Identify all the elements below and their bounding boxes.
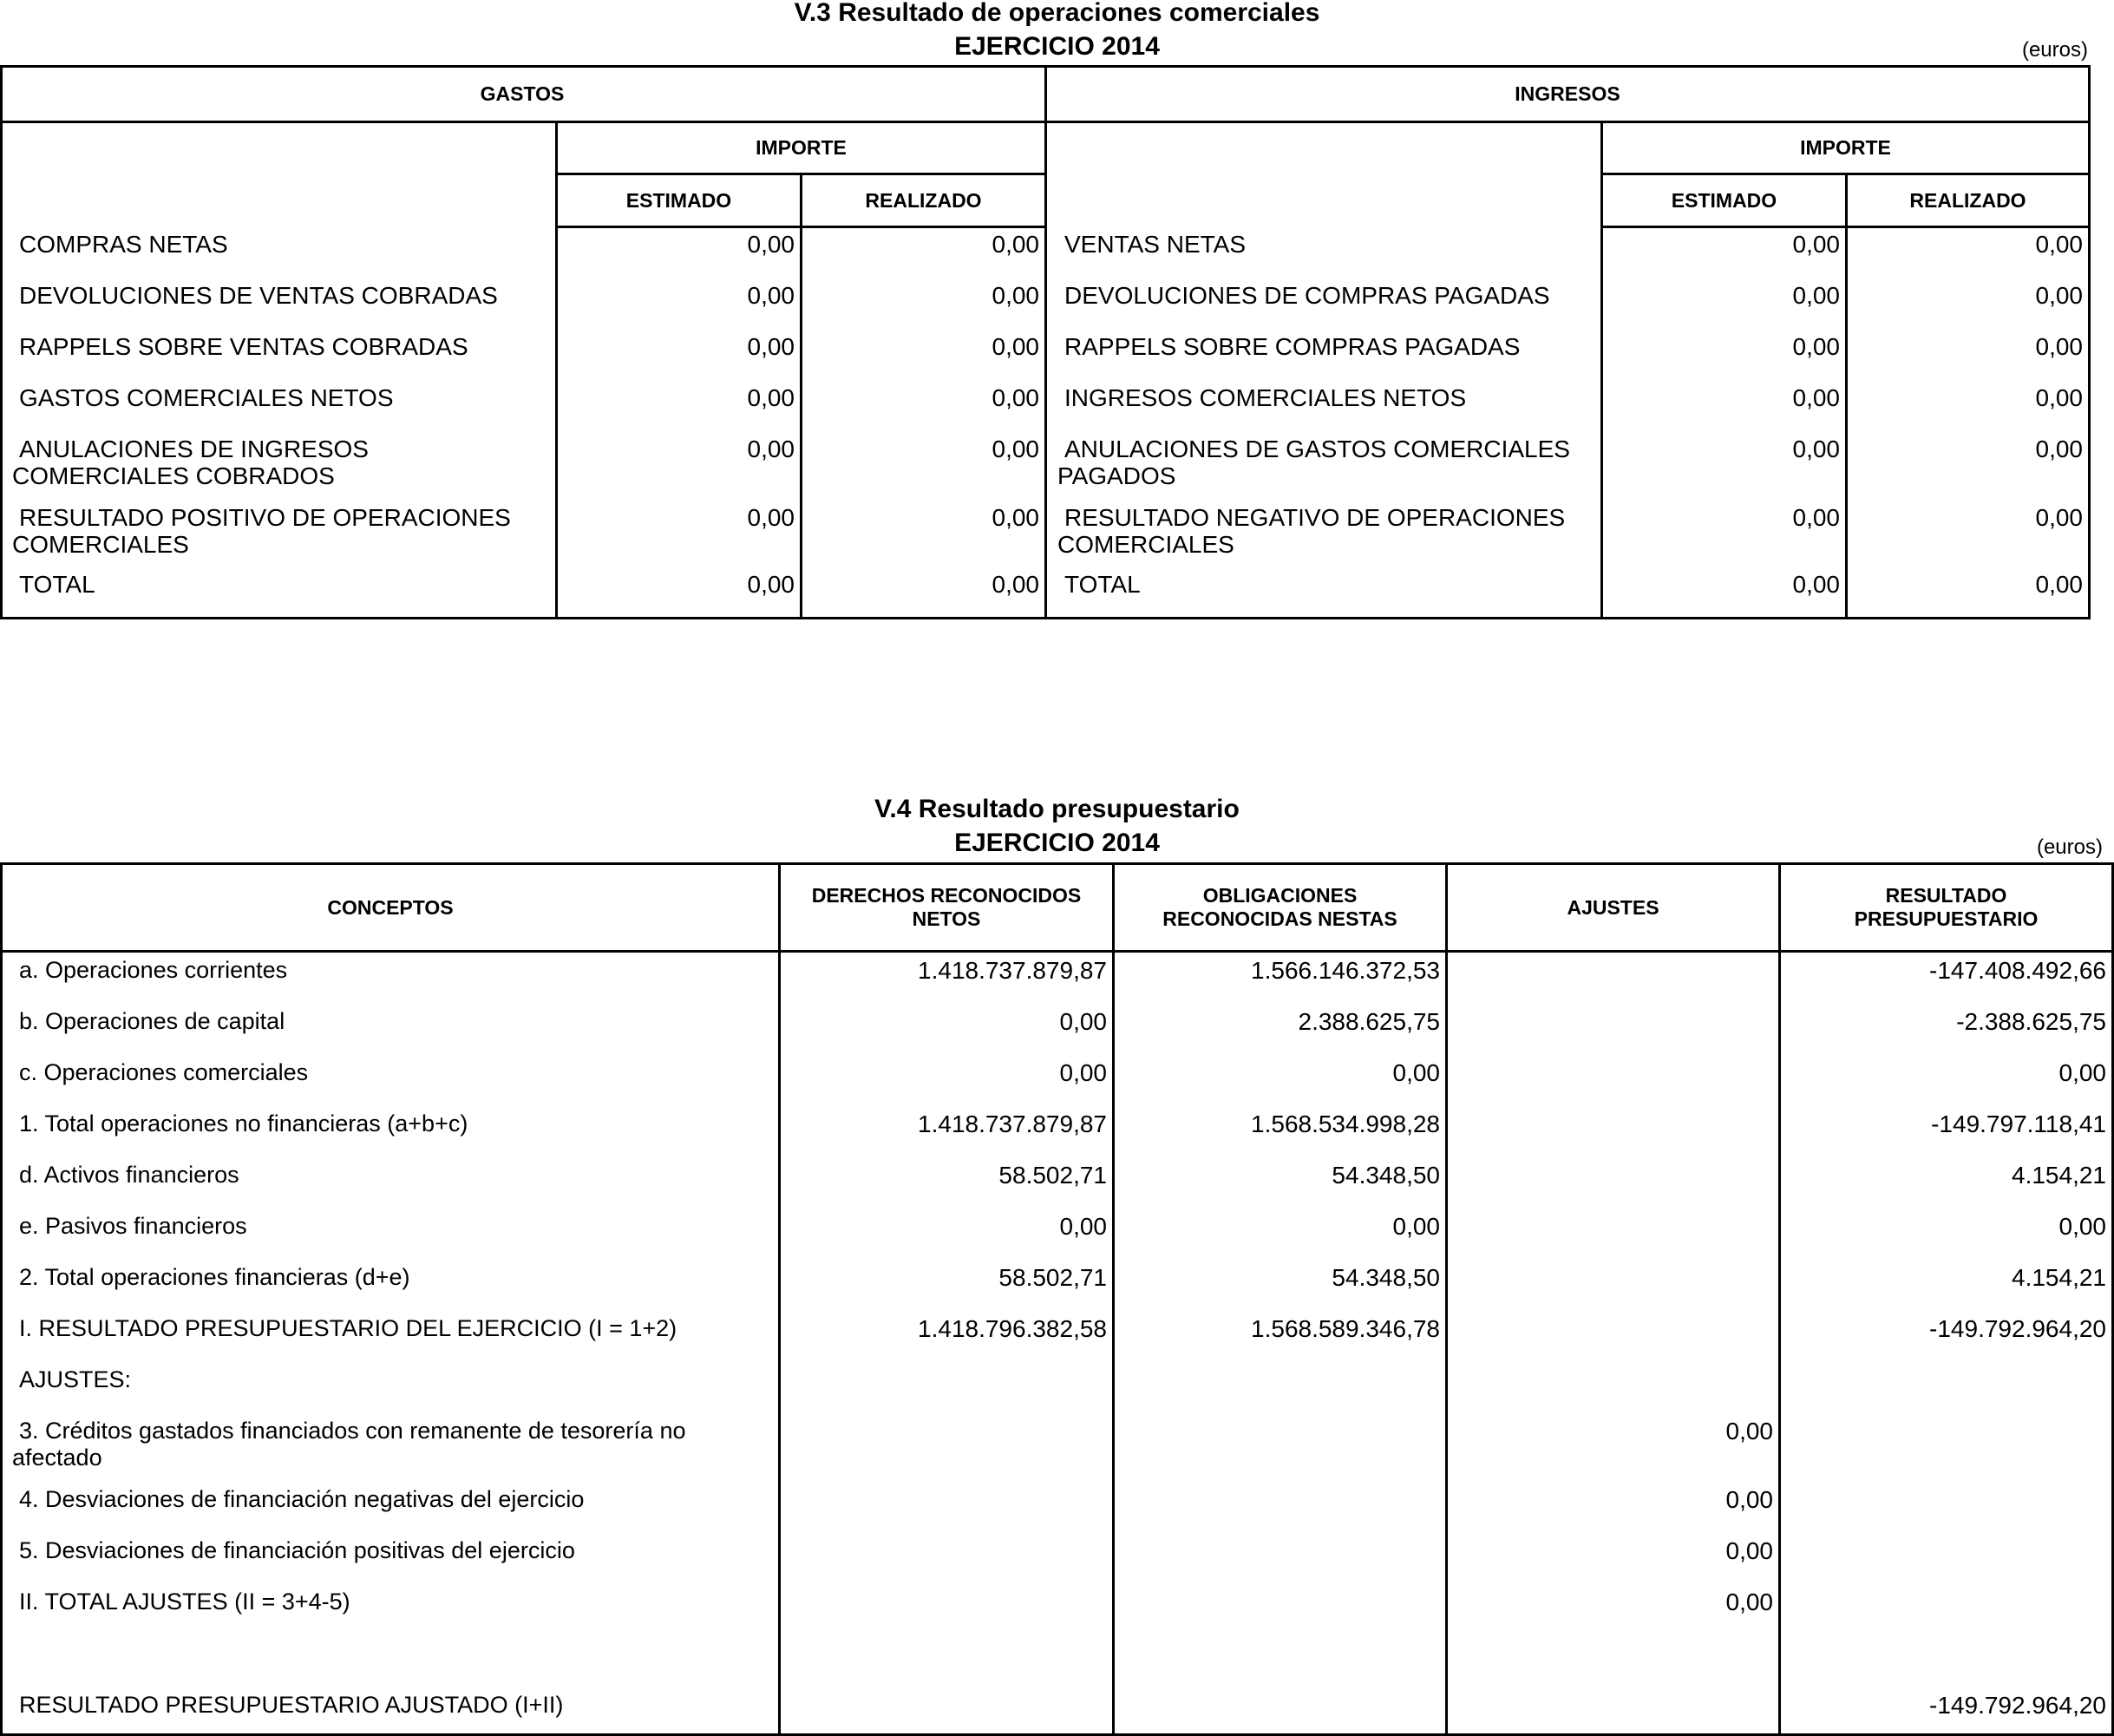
ingresos-importe-header: IMPORTE (1800, 136, 1891, 159)
concepto-label: c. Operaciones comerciales (19, 1059, 309, 1085)
concepto-label: 1. Total operaciones no financieras (a+b+c) (19, 1110, 468, 1137)
resultado-value: 4.154,21 (2012, 1264, 2106, 1291)
ingreso-label: TOTAL (1064, 571, 1141, 598)
obligaciones-value: 1.566.146.372,53 (1251, 957, 1440, 984)
ajustes-value: 0,00 (1725, 1537, 1773, 1564)
gasto-label: ANULACIONES DE INGRESOS COMERCIALES COBRADOS (12, 436, 369, 489)
ajustes-header: AJUSTES (1567, 895, 1659, 919)
derechos-value: 0,00 (1059, 1213, 1107, 1240)
gasto-estimado-value: 0,00 (747, 333, 795, 360)
ingreso-estimado-value: 0,00 (1792, 231, 1840, 258)
gasto-realizado-value: 0,00 (992, 571, 1039, 598)
ingreso-realizado-value: 0,00 (2035, 436, 2083, 462)
gasto-label: RAPPELS SOBRE VENTAS COBRADAS (19, 333, 468, 360)
concepto-label: I. RESULTADO PRESUPUESTARIO DEL EJERCICIO (I = 1+2) (19, 1315, 677, 1341)
gasto-realizado-value: 0,00 (992, 333, 1039, 360)
derechos-value: 1.418.796.382,58 (918, 1315, 1107, 1342)
ingreso-label: DEVOLUCIONES DE COMPRAS PAGADAS (1064, 282, 1550, 309)
gasto-label: TOTAL (19, 571, 95, 598)
ingresos-header: INGRESOS (1515, 82, 1620, 105)
gastos-header: GASTOS (480, 82, 565, 105)
derechos-value: 58.502,71 (998, 1264, 1107, 1291)
gasto-estimado-value: 0,00 (747, 384, 795, 411)
conceptos-header: CONCEPTOS (327, 895, 454, 919)
concepto-label: d. Activos financieros (19, 1162, 239, 1188)
ingreso-realizado-value: 0,00 (2035, 504, 2083, 531)
resultado-value: -147.408.492,66 (1929, 957, 2106, 984)
ingreso-estimado-value: 0,00 (1792, 282, 1840, 309)
resultado-value: 4.154,21 (2012, 1162, 2106, 1189)
concepto-label: b. Operaciones de capital (19, 1008, 285, 1034)
gasto-estimado-value: 0,00 (747, 436, 795, 462)
derechos-value: 1.418.737.879,87 (918, 957, 1107, 984)
resultado-value: -2.388.625,75 (1956, 1008, 2106, 1035)
concepto-label: a. Operaciones corrientes (19, 957, 288, 983)
gastos-estimado-header: ESTIMADO (625, 188, 732, 212)
resultado-value: 0,00 (2058, 1059, 2106, 1086)
concepto-label: e. Pasivos financieros (19, 1213, 247, 1239)
derechos-value: 1.418.737.879,87 (918, 1110, 1107, 1137)
v4-title: V.4 Resultado presupuestario (874, 795, 1240, 823)
obligaciones-header: OBLIGACIONES RECONOCIDAS NESTAS (1162, 884, 1397, 930)
gasto-label: COMPRAS NETAS (19, 231, 228, 258)
ingreso-estimado-value: 0,00 (1792, 333, 1840, 360)
ingreso-estimado-value: 0,00 (1792, 504, 1840, 531)
obligaciones-value: 1.568.534.998,28 (1251, 1110, 1440, 1137)
ingresos-realizado-header: REALIZADO (1909, 188, 2026, 212)
v3-subtitle: EJERCICIO 2014 (954, 32, 1160, 61)
ingreso-estimado-value: 0,00 (1792, 436, 1840, 462)
obligaciones-value: 2.388.625,75 (1298, 1008, 1440, 1035)
obligaciones-value: 1.568.589.346,78 (1251, 1315, 1440, 1342)
gasto-realizado-value: 0,00 (992, 282, 1039, 309)
resultado-value: -149.792.964,20 (1929, 1692, 2106, 1719)
gasto-label: DEVOLUCIONES DE VENTAS COBRADAS (19, 282, 498, 309)
ingreso-estimado-value: 0,00 (1792, 571, 1840, 598)
gastos-realizado-header: REALIZADO (865, 188, 982, 212)
ingresos-estimado-header: ESTIMADO (1671, 188, 1777, 212)
concepto-label: 3. Créditos gastados financiados con remanente de tesorería no afectado (12, 1418, 686, 1471)
ingreso-label: INGRESOS COMERCIALES NETOS (1064, 384, 1467, 411)
obligaciones-value: 54.348,50 (1332, 1264, 1440, 1291)
v3-title: V.3 Resultado de operaciones comerciales (794, 0, 1320, 27)
ingreso-label: RESULTADO NEGATIVO DE OPERACIONES COMERCIALES (1057, 504, 1566, 558)
resultado-value: -149.797.118,41 (1931, 1110, 2106, 1137)
gasto-realizado-value: 0,00 (992, 436, 1039, 462)
derechos-value: 58.502,71 (998, 1162, 1107, 1189)
concepto-label: RESULTADO PRESUPUESTARIO AJUSTADO (I+II) (19, 1692, 564, 1718)
gasto-estimado-value: 0,00 (747, 571, 795, 598)
ingreso-realizado-value: 0,00 (2035, 282, 2083, 309)
gasto-estimado-value: 0,00 (747, 504, 795, 531)
derechos-header: DERECHOS RECONOCIDOS NETOS (811, 884, 1082, 930)
derechos-value: 0,00 (1059, 1008, 1107, 1035)
resultado-value: -149.792.964,20 (1929, 1315, 2106, 1342)
obligaciones-value: 0,00 (1392, 1059, 1440, 1086)
ingreso-realizado-value: 0,00 (2035, 384, 2083, 411)
gasto-label: GASTOS COMERCIALES NETOS (19, 384, 394, 411)
concepto-label: AJUSTES: (19, 1366, 132, 1392)
gasto-realizado-value: 0,00 (992, 384, 1039, 411)
gasto-label: RESULTADO POSITIVO DE OPERACIONES COMERCIALES (12, 504, 511, 558)
resultado-header: RESULTADO PRESUPUESTARIO (1854, 884, 2039, 930)
derechos-value: 0,00 (1059, 1059, 1107, 1086)
concepto-label: 4. Desviaciones de financiación negativas del ejercicio (19, 1486, 585, 1512)
concepto-label: II. TOTAL AJUSTES (II = 3+4-5) (19, 1589, 350, 1615)
ingreso-realizado-value: 0,00 (2035, 231, 2083, 258)
resultado-value: 0,00 (2058, 1213, 2106, 1240)
ingreso-realizado-value: 0,00 (2035, 571, 2083, 598)
concepto-label: 5. Desviaciones de financiación positivas del ejercicio (19, 1537, 575, 1563)
ingreso-label: RAPPELS SOBRE COMPRAS PAGADAS (1064, 333, 1521, 360)
ajustes-value: 0,00 (1725, 1418, 1773, 1444)
gasto-realizado-value: 0,00 (992, 504, 1039, 531)
gasto-estimado-value: 0,00 (747, 231, 795, 258)
ingreso-estimado-value: 0,00 (1792, 384, 1840, 411)
concepto-label: 2. Total operaciones financieras (d+e) (19, 1264, 410, 1290)
ajustes-value: 0,00 (1725, 1486, 1773, 1513)
obligaciones-value: 54.348,50 (1332, 1162, 1440, 1189)
v4-unit: (euros) (2036, 835, 2103, 859)
v4-subtitle: EJERCICIO 2014 (954, 829, 1160, 857)
gasto-realizado-value: 0,00 (992, 231, 1039, 258)
obligaciones-value: 0,00 (1392, 1213, 1440, 1240)
ingreso-label: ANULACIONES DE GASTOS COMERCIALES PAGADOS (1057, 436, 1570, 489)
ajustes-value: 0,00 (1725, 1589, 1773, 1615)
gasto-estimado-value: 0,00 (747, 282, 795, 309)
v3-unit: (euros) (2021, 38, 2088, 62)
ingreso-label: VENTAS NETAS (1064, 231, 1247, 258)
gastos-importe-header: IMPORTE (756, 136, 847, 159)
ingreso-realizado-value: 0,00 (2035, 333, 2083, 360)
